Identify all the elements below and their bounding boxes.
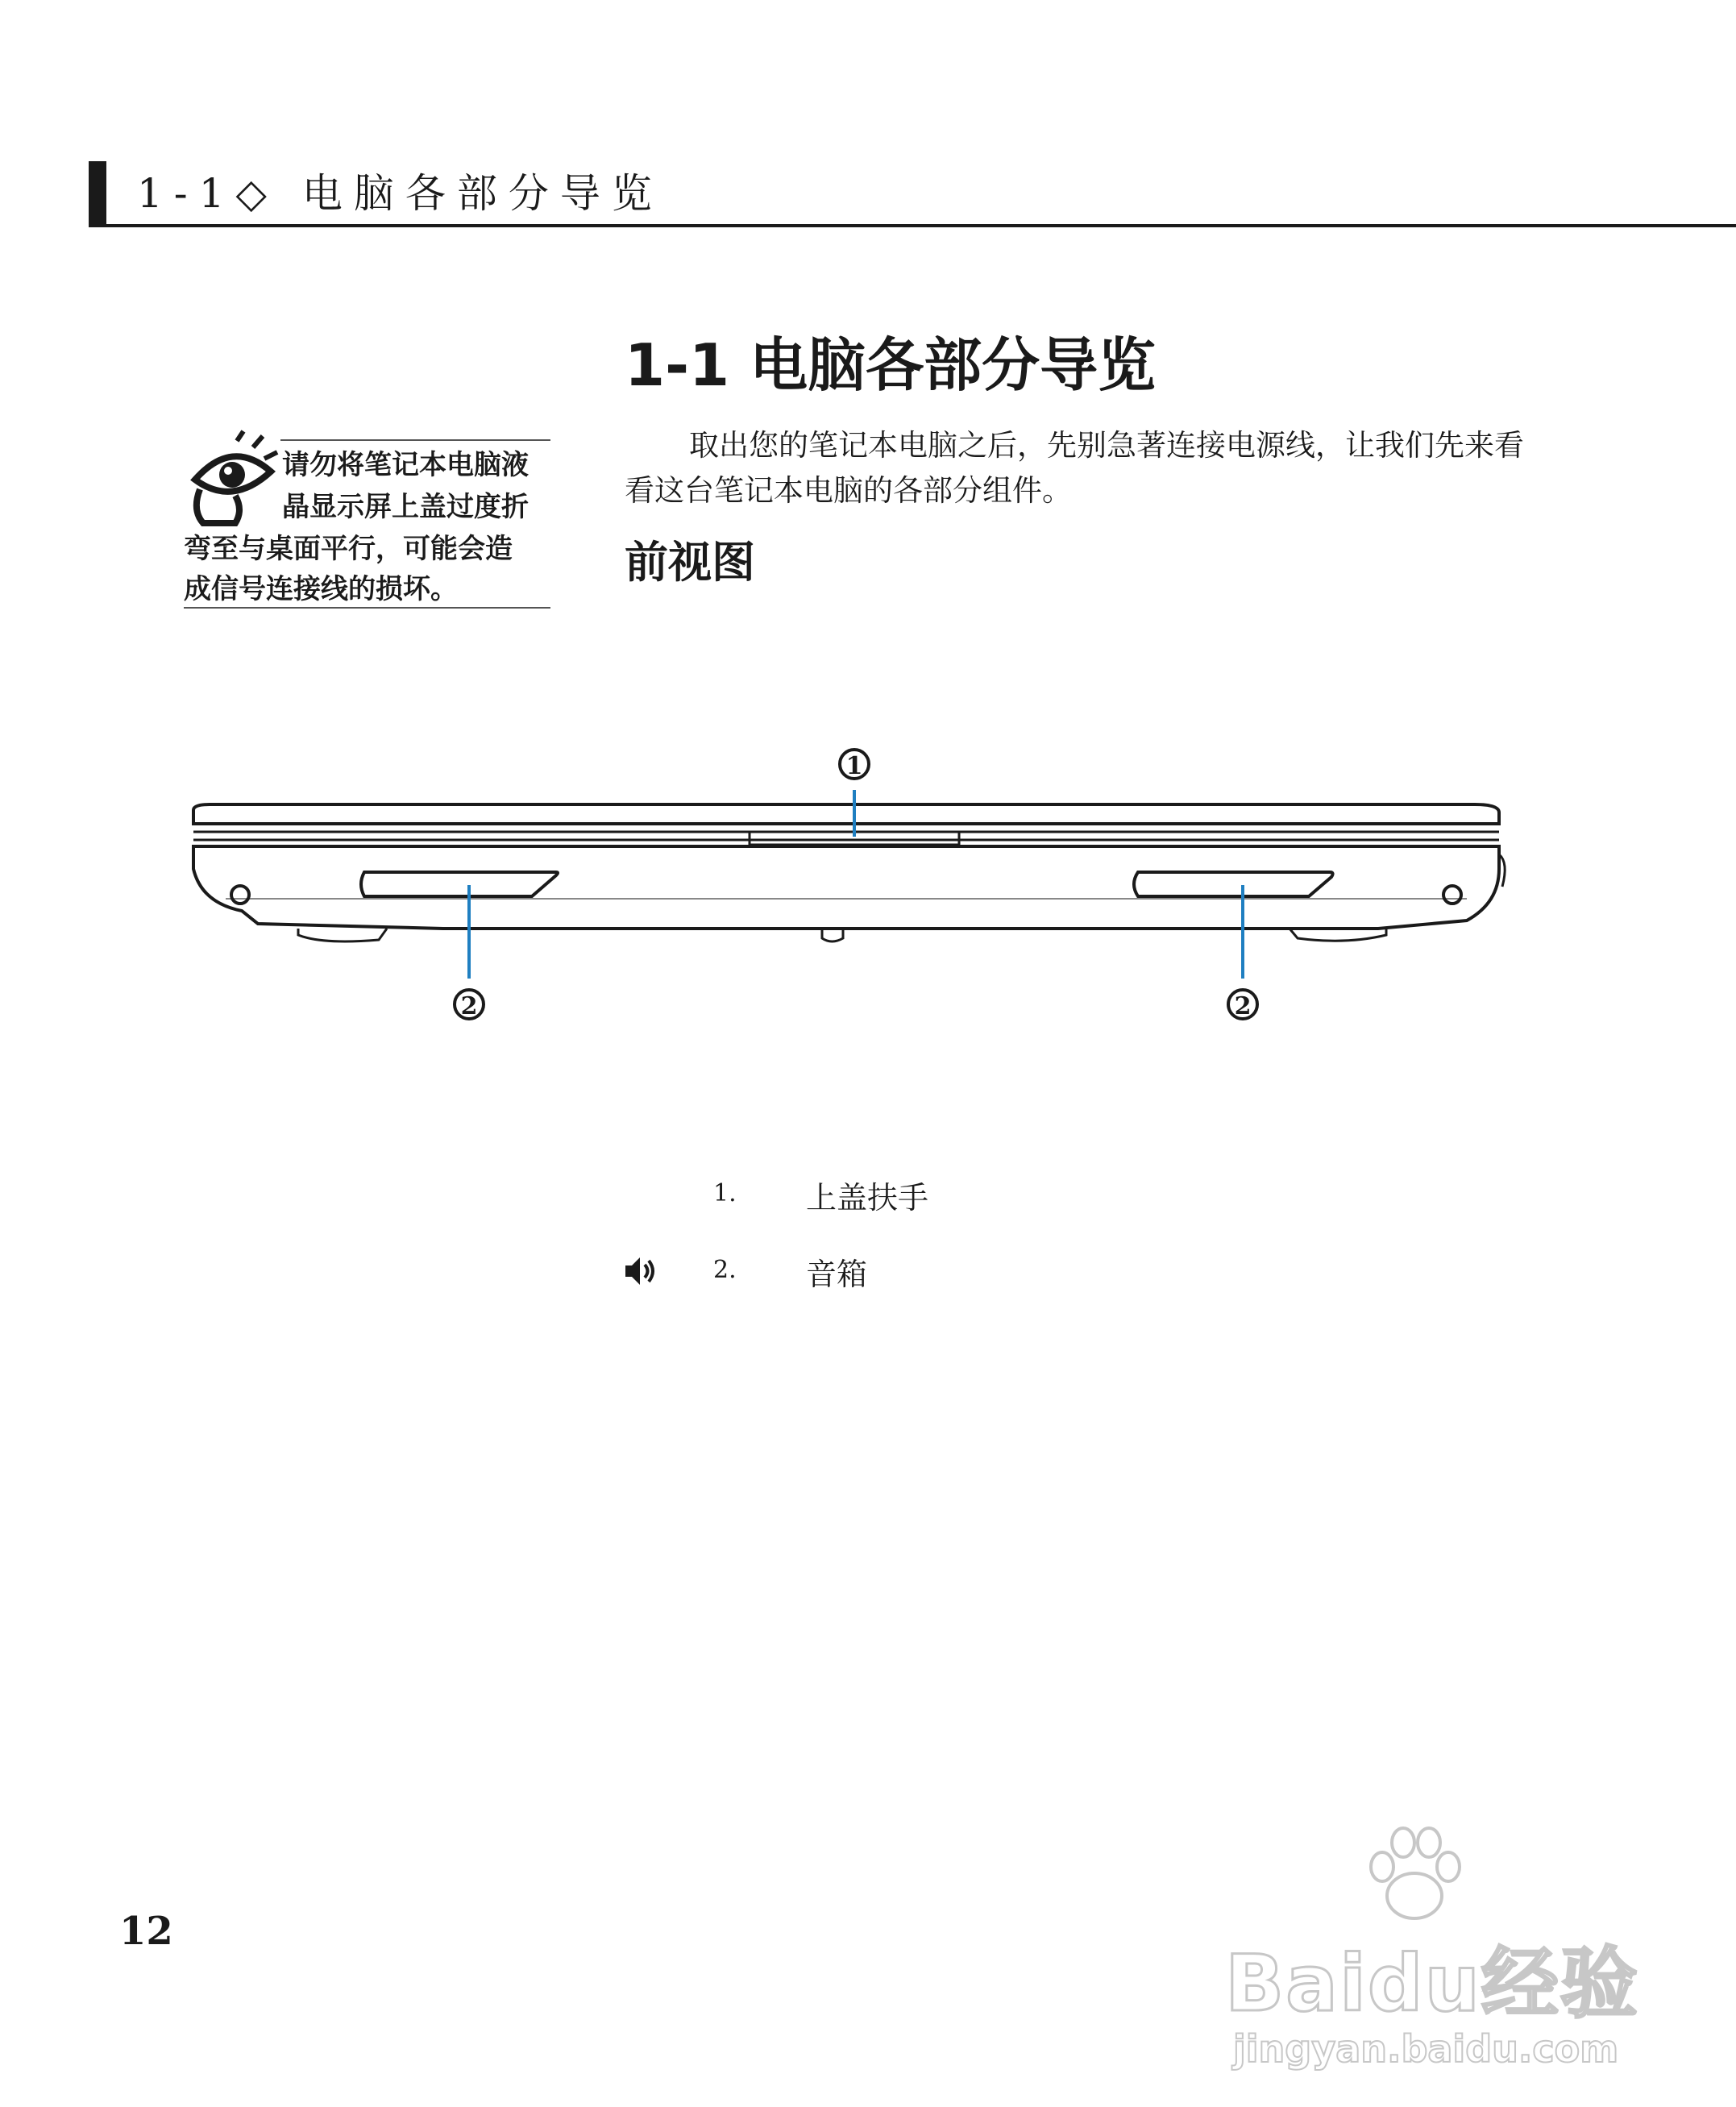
speaker-icon <box>622 1253 659 1290</box>
item-label: 上盖扶手 <box>806 1180 929 1216</box>
callout-2-left-label: 2 <box>460 992 478 1020</box>
header-rule <box>89 224 1736 227</box>
warning-line-3: 弯至与桌面平行，可能会造 <box>184 533 513 565</box>
laptop-body-outline <box>193 846 1499 929</box>
warning-rule-bottom <box>184 607 550 609</box>
callout-1-label: 1 <box>845 752 863 780</box>
watermark-logo-text: Baidu经验 <box>1225 1939 1639 2029</box>
header-bar <box>89 161 106 226</box>
right-foot <box>1290 929 1386 941</box>
laptop-front-view-diagram <box>177 734 1515 1032</box>
warning-rule-top <box>280 439 550 441</box>
running-header: 1-1◇ 电脑各部分导览 <box>137 170 663 217</box>
item-label: 音箱 <box>806 1257 868 1292</box>
warning-line-1: 请勿将笔记本电脑液 <box>282 449 529 481</box>
baidu-watermark <box>1225 1822 1644 2088</box>
warning-note <box>184 439 550 609</box>
paw-logo-icon <box>1358 1822 1471 1926</box>
page-number: 12 <box>119 1909 173 1954</box>
item-number: 1. <box>713 1179 737 1207</box>
left-speaker-grille <box>361 872 558 896</box>
left-latch-hole <box>231 886 249 904</box>
callout-2-right-label: 2 <box>1234 992 1252 1020</box>
list-item <box>613 1249 1338 1298</box>
left-foot <box>298 929 387 941</box>
eye-warning-icon <box>184 430 280 526</box>
section-title: 前视图 <box>625 536 755 588</box>
right-speaker-grille <box>1134 872 1333 896</box>
laptop-lid-outline <box>193 804 1499 824</box>
watermark-url: jingyan.baidu.com <box>1233 2027 1619 2071</box>
item-number: 2. <box>713 1256 737 1284</box>
page-title: 1-1 电脑各部分导览 <box>625 331 1157 399</box>
intro-paragraph: 取出您的笔记本电脑之后，先别急著连接电源线，让我们先来看看这台笔记本电脑的各部分组件。 <box>625 428 1524 508</box>
warning-line-4: 成信号连接线的损坏。 <box>184 573 458 605</box>
center-foot <box>822 929 843 941</box>
list-item <box>613 1173 1338 1221</box>
right-latch-hole <box>1443 886 1461 904</box>
warning-line-2: 晶显示屏上盖过度折 <box>282 491 529 523</box>
